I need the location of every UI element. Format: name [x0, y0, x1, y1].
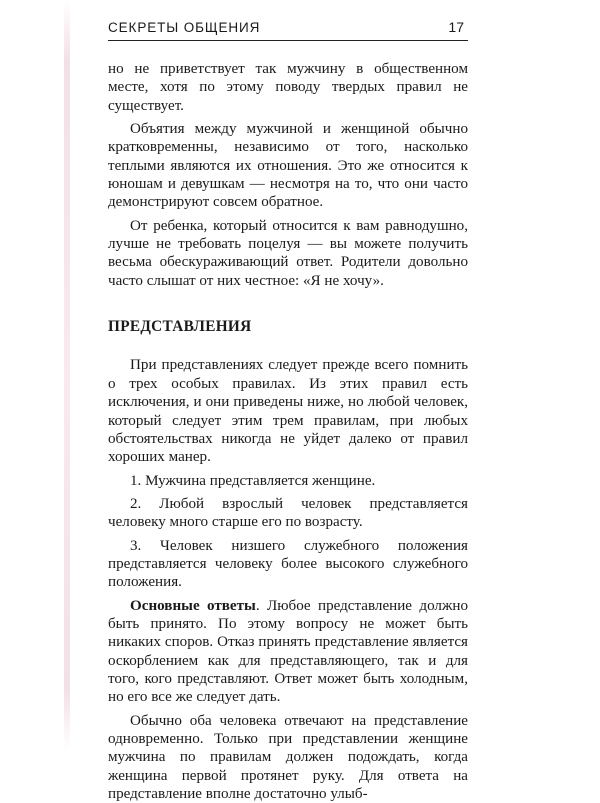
run-in-heading: Основные ответы [130, 597, 256, 614]
page-header [108, 14, 468, 41]
paragraph-text: . Любое представление должно быть принято. По этому вопросу не может быть никаких споров. Отказ принять представление является оскорблением как для представляющего, так и для того, кого представляют. Ответ может быть холодным, но его все же следует дать. [108, 597, 468, 706]
section-title: ПРЕДСТАВЛЕНИЯ [108, 318, 252, 336]
rule-item: 2. Любой взрослый человек представляется человеку много старше его по возрасту. [108, 495, 468, 531]
paragraph: но не приветствует так мужчину в общественном месте, хотя по этому поводу твердых правил не существует. [108, 61, 468, 114]
rule-item: 1. Мужчина представляется женщине. [130, 472, 376, 489]
paragraph: При представлениях следует прежде всего помнить о трех особых правилах. Из этих правил есть исключения, и они приведены ниже, но любой человек, который следует этим трем правилам, при любых обстоятельствах никогда не уйдет далеко от правил хороших манер. [108, 357, 468, 466]
paragraph [108, 597, 468, 707]
paragraph: От ребенка, который относится к вам равнодушно, лучше не требовать поцелуя — вы можете получить весьма обескураживающий ответ. Родители довольно часто слышат от них честное: «Я не хочу». [108, 217, 468, 289]
running-head: СЕКРЕТЫ ОБЩЕНИЯ [108, 20, 261, 35]
paragraph: Обычно оба человека отвечают на представление одновременно. Только при представлении женщине мужчина по правилам должен подождать, когда женщина первой протянет руку. Для ответа на представление вполне достаточно улыб- [108, 712, 468, 803]
page-edge-shadow [64, 0, 70, 750]
page-number: 17 [448, 19, 464, 35]
paragraph: Объятия между мужчиной и женщиной обычно кратковременны, независимо от того, насколько теплыми являются их отношения. Это же относится к юношам и девушкам — несмотря на то, что они часто демонстрируют совсем обратное. [108, 121, 468, 211]
rule-item: 3. Человек низшего служебного положения представляется человеку более высокого служебного положения. [108, 537, 468, 591]
page-body [108, 60, 468, 803]
